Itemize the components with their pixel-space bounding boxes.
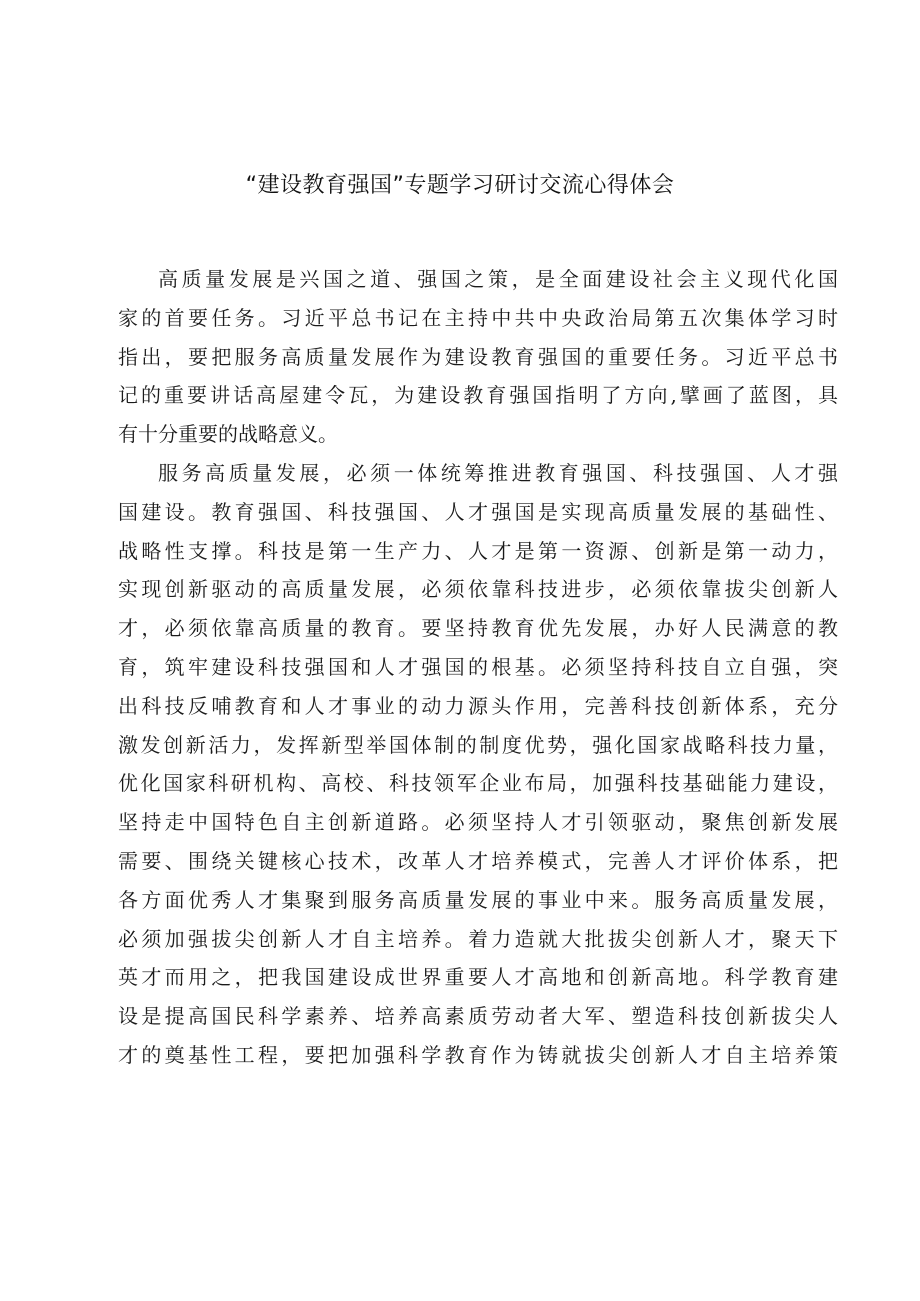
text-line: 需要、围绕关键核心技术，改革人才培养模式，完善人才评价体系，把 (118, 848, 838, 873)
text-line: 服务高质量发展，必须一体统筹推进教育强国、科技强国、人才强 (158, 460, 838, 485)
text-line: 指出，要把服务高质量发展作为建设教育强国的重要任务。习近平总书 (118, 344, 838, 369)
text-line: 坚持走中国特色自主创新道路。必须坚持人才引领驱动，聚焦创新发展 (118, 810, 838, 835)
document-title: “建设教育强国”专题学习研讨交流心得体会 (245, 173, 675, 198)
text-line: 必须加强拔尖创新人才自主培养。着力造就大批拔尖创新人才，聚天下 (118, 926, 838, 951)
text-line: 国建设。教育强国、科技强国、人才强国是实现高质量发展的基础性、 (118, 499, 838, 524)
text-line: 才，必须依靠高质量的教育。要坚持教育优先发展，办好人民满意的教 (118, 616, 838, 641)
text-line: 有十分重要的战略意义。 (118, 422, 338, 447)
text-line: 出科技反哺教育和人才事业的动力源头作用，完善科技创新体系，充分 (118, 693, 838, 718)
document-body (118, 260, 838, 1075)
text-line: 记的重要讲话高屋建令瓦，为建设教育强国指明了方向,擘画了蓝图，具 (118, 383, 838, 408)
text-line: 战略性支撑。科技是第一生产力、人才是第一资源、创新是第一动力， (118, 538, 838, 563)
text-line: 家的首要任务。习近平总书记在主持中共中央政治局第五次集体学习时 (118, 305, 838, 330)
paragraph-1 (118, 260, 838, 454)
text-line: 设是提高国民科学素养、培养高素质劳动者大军、塑造科技创新拔尖人 (118, 1004, 838, 1029)
text-line: 激发创新活力，发挥新型举国体制的制度优势，强化国家战略科技力量， (118, 732, 838, 757)
text-line: 育，筑牢建设科技强国和人才强国的根基。必须坚持科技自立自强，突 (118, 654, 838, 679)
text-line: 实现创新驱动的高质量发展，必须依靠科技进步，必须依靠拔尖创新人 (118, 577, 838, 602)
text-line: 高质量发展是兴国之道、强国之策，是全面建设社会主义现代化国 (158, 267, 838, 291)
text-line: 才的奠基性工程，要把加强科学教育作为铸就拔尖创新人才自主培养策 (118, 1042, 838, 1067)
text-line: 各方面优秀人才集聚到服务高质量发展的事业中来。服务高质量发展， (118, 887, 838, 912)
paragraph-2 (118, 454, 838, 1075)
text-line: 英才而用之，把我国建设成世界重要人才高地和创新高地。科学教育建 (118, 965, 838, 990)
text-line: 优化国家科研机构、高校、科技领军企业布局，加强科技基础能力建设， (118, 771, 838, 796)
